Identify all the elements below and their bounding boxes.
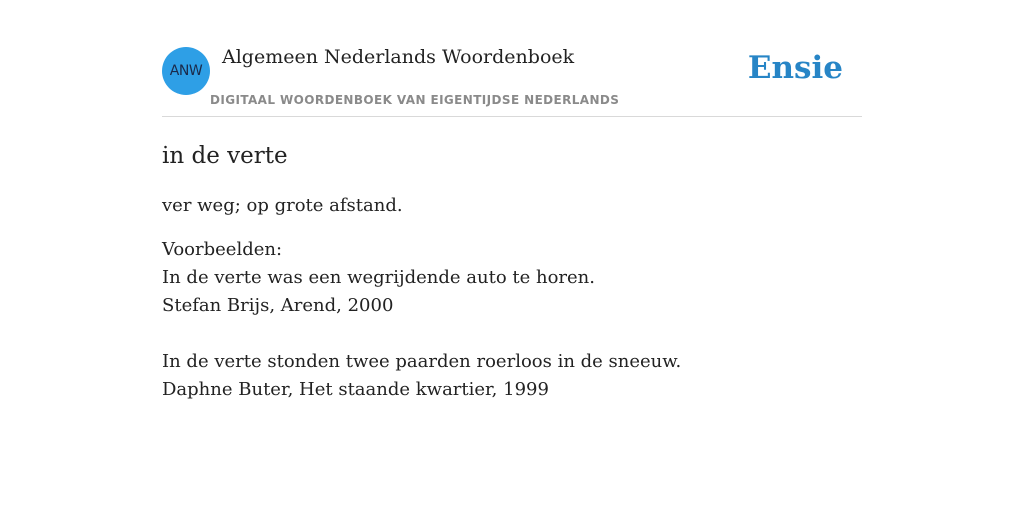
example-text: In de verte stonden twee paarden roerloos in de sneeuw. bbox=[162, 351, 682, 372]
page-container bbox=[162, 46, 862, 432]
example-item bbox=[162, 348, 862, 404]
example-source: Stefan Brijs, Arend, 2000 bbox=[162, 295, 394, 316]
entry-headword: in de verte bbox=[162, 143, 288, 169]
site-subtitle: DIGITAAL WOORDENBOEK VAN EIGENTIJDSE NEDERLANDS bbox=[210, 93, 620, 107]
ensie-logo[interactable]: Ensie bbox=[747, 50, 843, 86]
example-text: In de verte was een wegrijdende auto te horen. bbox=[162, 267, 595, 288]
site-title[interactable]: Algemeen Nederlands Woordenboek bbox=[222, 46, 575, 68]
examples-section bbox=[162, 236, 862, 404]
anw-logo[interactable] bbox=[162, 47, 210, 95]
logo-text: ANW bbox=[169, 63, 203, 79]
header bbox=[162, 46, 862, 117]
example-item bbox=[162, 264, 862, 320]
entry-definition: ver weg; op grote afstand. bbox=[162, 195, 403, 216]
examples-label: Voorbeelden: bbox=[162, 239, 283, 260]
example-source: Daphne Buter, Het staande kwartier, 1999 bbox=[162, 379, 549, 400]
